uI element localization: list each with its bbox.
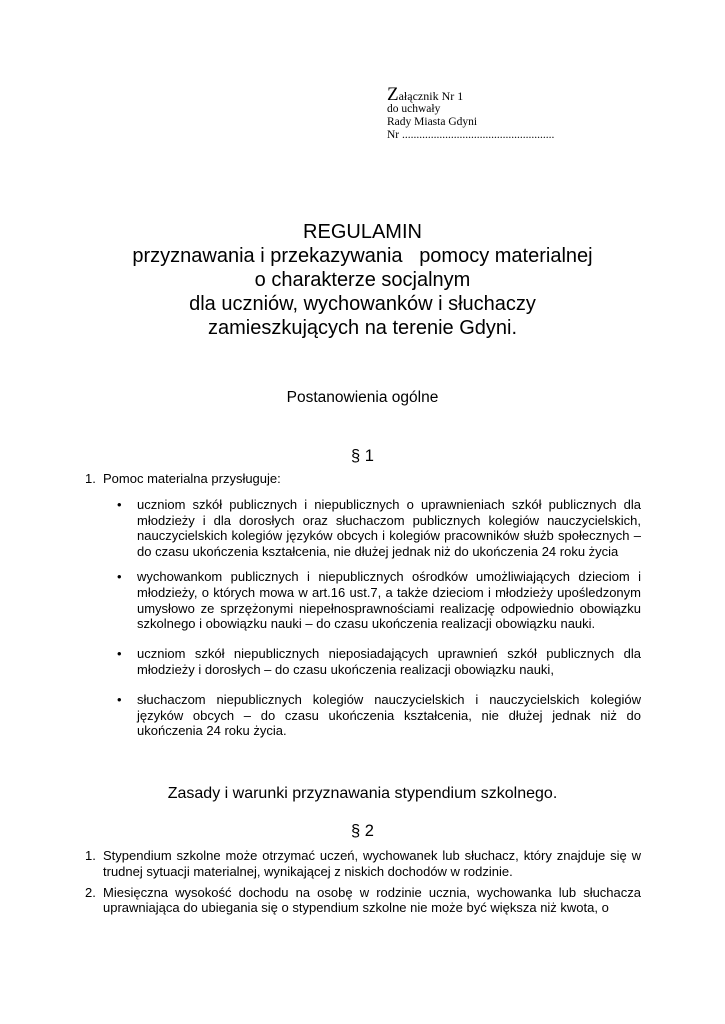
document-title: [0, 220, 725, 340]
list-item: [85, 471, 641, 487]
bullet-item: [117, 569, 641, 632]
bullet-text: słuchaczom niepublicznych kolegiów nauczycielskich i nauczycielskich kolegiów języków obcych – do czasu ukończenia kształcenia, nie dłużej jednak niż do ukończenia 24 roku życia.: [137, 691, 641, 739]
general-provisions-heading: Postanowienia ogólne: [286, 389, 439, 406]
annex-line-4: Nr .....................................................: [387, 129, 555, 141]
list-item: [85, 848, 641, 880]
bullet-list: [85, 497, 641, 739]
section-1-symbol: § 1: [351, 447, 374, 465]
scholarship-heading: Zasady i warunki przyznawania stypendium szkolnego.: [167, 785, 558, 802]
list-item-number: 1.: [85, 848, 96, 863]
bullet-item: [117, 692, 641, 739]
bullet-text: uczniom szkół publicznych i niepublicznych o uprawnieniach szkół publicznych dla młodzieży i dla dorosłych oraz słuchaczom publicznych kolegiów nauczycielskich, nauczycielskich kolegiów języków obcych i kolegiów pracowników służb społecznych – do czasu ukończenia kształcenia, nie dłużej jednak niż do ukończenia 24 roku życia: [137, 496, 641, 560]
bullet-icon: •: [117, 646, 122, 662]
bullet-item: [117, 497, 641, 560]
list-item-number: 2.: [85, 884, 96, 900]
list-item-text: Miesięczna wysokość dochodu na osobę w rodzinie ucznia, wychowanka lub słuchacza uprawniająca do ubiegania się o stypendium szkolne nie może być większa niż kwota, o: [103, 884, 641, 916]
annex-initial: Z: [387, 84, 399, 105]
title-line-2: przyznawania i przekazywania pomocy materialnej: [132, 245, 593, 267]
annex-line-3: Rady Miasta Gdyni: [387, 116, 478, 128]
annex-line-1-rest: ałącznik Nr 1: [398, 89, 464, 103]
list-item: [85, 885, 641, 917]
section-2-list: [85, 848, 641, 916]
bullet-icon: •: [117, 691, 122, 707]
list-item-text: Pomoc materialna przysługuje:: [103, 471, 281, 486]
list-item-number: 1.: [85, 471, 96, 486]
annex-line-2: do uchwały: [387, 103, 441, 115]
bullet-text: wychowankom publicznych i niepublicznych ośrodków umożliwiających dzieciom i młodzieży, o których mowa w art.16 ust.7, a także dzieciom i młodzieży upośledzonym umysłowo ze sprzężonymi niepełnosprawnościami realizację odpowiednio obowiązku szkolnego i obowiązku nauki – do czasu ukończenia realizacji obowiązku nauki.: [137, 568, 641, 632]
title-line-4: dla uczniów, wychowanków i słuchaczy: [189, 293, 536, 315]
annex-note: [387, 84, 587, 142]
title-line-5: zamieszkujących na terenie Gdyni.: [207, 317, 518, 339]
bullet-text: uczniom szkół niepublicznych nieposiadających uprawnień szkół publicznych dla młodzieży i dorosłych – do czasu ukończenia realizacji obowiązku nauki,: [137, 646, 641, 677]
list-item-text: Stypendium szkolne może otrzymać uczeń, wychowanek lub słuchacz, który znajduje się w trudnej sytuacji materialnej, wynikającej z niskich dochodów w rodzinie.: [103, 848, 641, 879]
annex-line-1: [387, 84, 587, 105]
section-2-symbol: § 2: [351, 822, 374, 840]
section-1-list: [85, 471, 641, 748]
bullet-icon: •: [117, 568, 122, 584]
bullet-item: [117, 646, 641, 678]
title-line-1: REGULAMIN: [303, 221, 422, 243]
title-line-3: o charakterze socjalnym: [254, 269, 471, 291]
bullet-icon: •: [117, 496, 122, 512]
